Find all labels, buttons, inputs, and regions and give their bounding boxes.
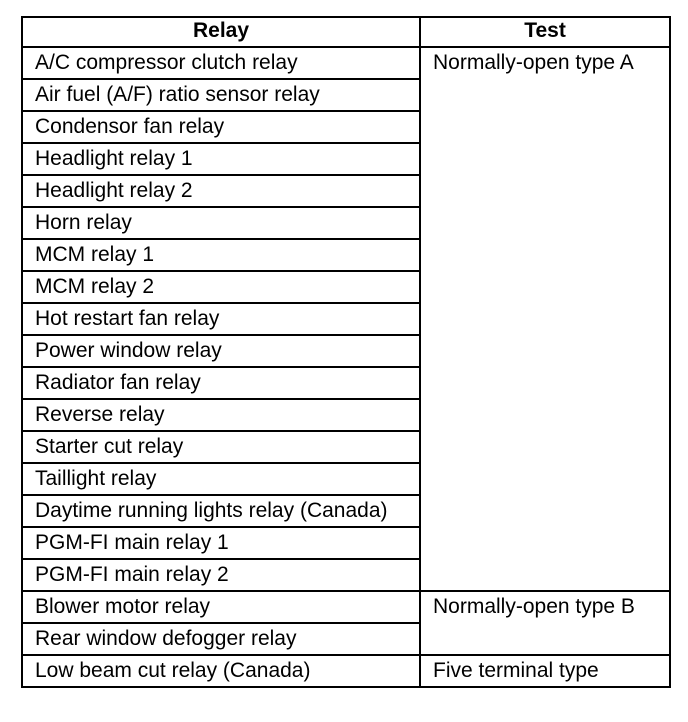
relay-cell: Power window relay (22, 335, 420, 367)
header-relay: Relay (22, 17, 420, 47)
relay-cell: Headlight relay 2 (22, 175, 420, 207)
header-test: Test (420, 17, 670, 47)
relay-cell: Blower motor relay (22, 591, 420, 623)
table-row (22, 655, 670, 687)
test-cell-type-a: Normally-open type A (420, 47, 670, 591)
relay-cell: Rear window defogger relay (22, 623, 420, 655)
relay-cell: Hot restart fan relay (22, 303, 420, 335)
relay-cell: PGM-FI main relay 2 (22, 559, 420, 591)
test-cell-five-terminal: Five terminal type (420, 655, 670, 687)
relay-cell: MCM relay 2 (22, 271, 420, 303)
table-row (22, 47, 670, 79)
table-row (22, 591, 670, 623)
relay-cell: Taillight relay (22, 463, 420, 495)
relay-cell: Condensor fan relay (22, 111, 420, 143)
relay-cell: PGM-FI main relay 1 (22, 527, 420, 559)
relay-test-table (21, 16, 671, 688)
relay-cell: Reverse relay (22, 399, 420, 431)
relay-cell: Horn relay (22, 207, 420, 239)
relay-cell: Headlight relay 1 (22, 143, 420, 175)
header-row (22, 17, 670, 47)
relay-cell: Starter cut relay (22, 431, 420, 463)
relay-cell: Air fuel (A/F) ratio sensor relay (22, 79, 420, 111)
relay-cell: Low beam cut relay (Canada) (22, 655, 420, 687)
relay-cell: MCM relay 1 (22, 239, 420, 271)
test-cell-type-b: Normally-open type B (420, 591, 670, 655)
relay-cell: Radiator fan relay (22, 367, 420, 399)
relay-cell: Daytime running lights relay (Canada) (22, 495, 420, 527)
relay-cell: A/C compressor clutch relay (22, 47, 420, 79)
